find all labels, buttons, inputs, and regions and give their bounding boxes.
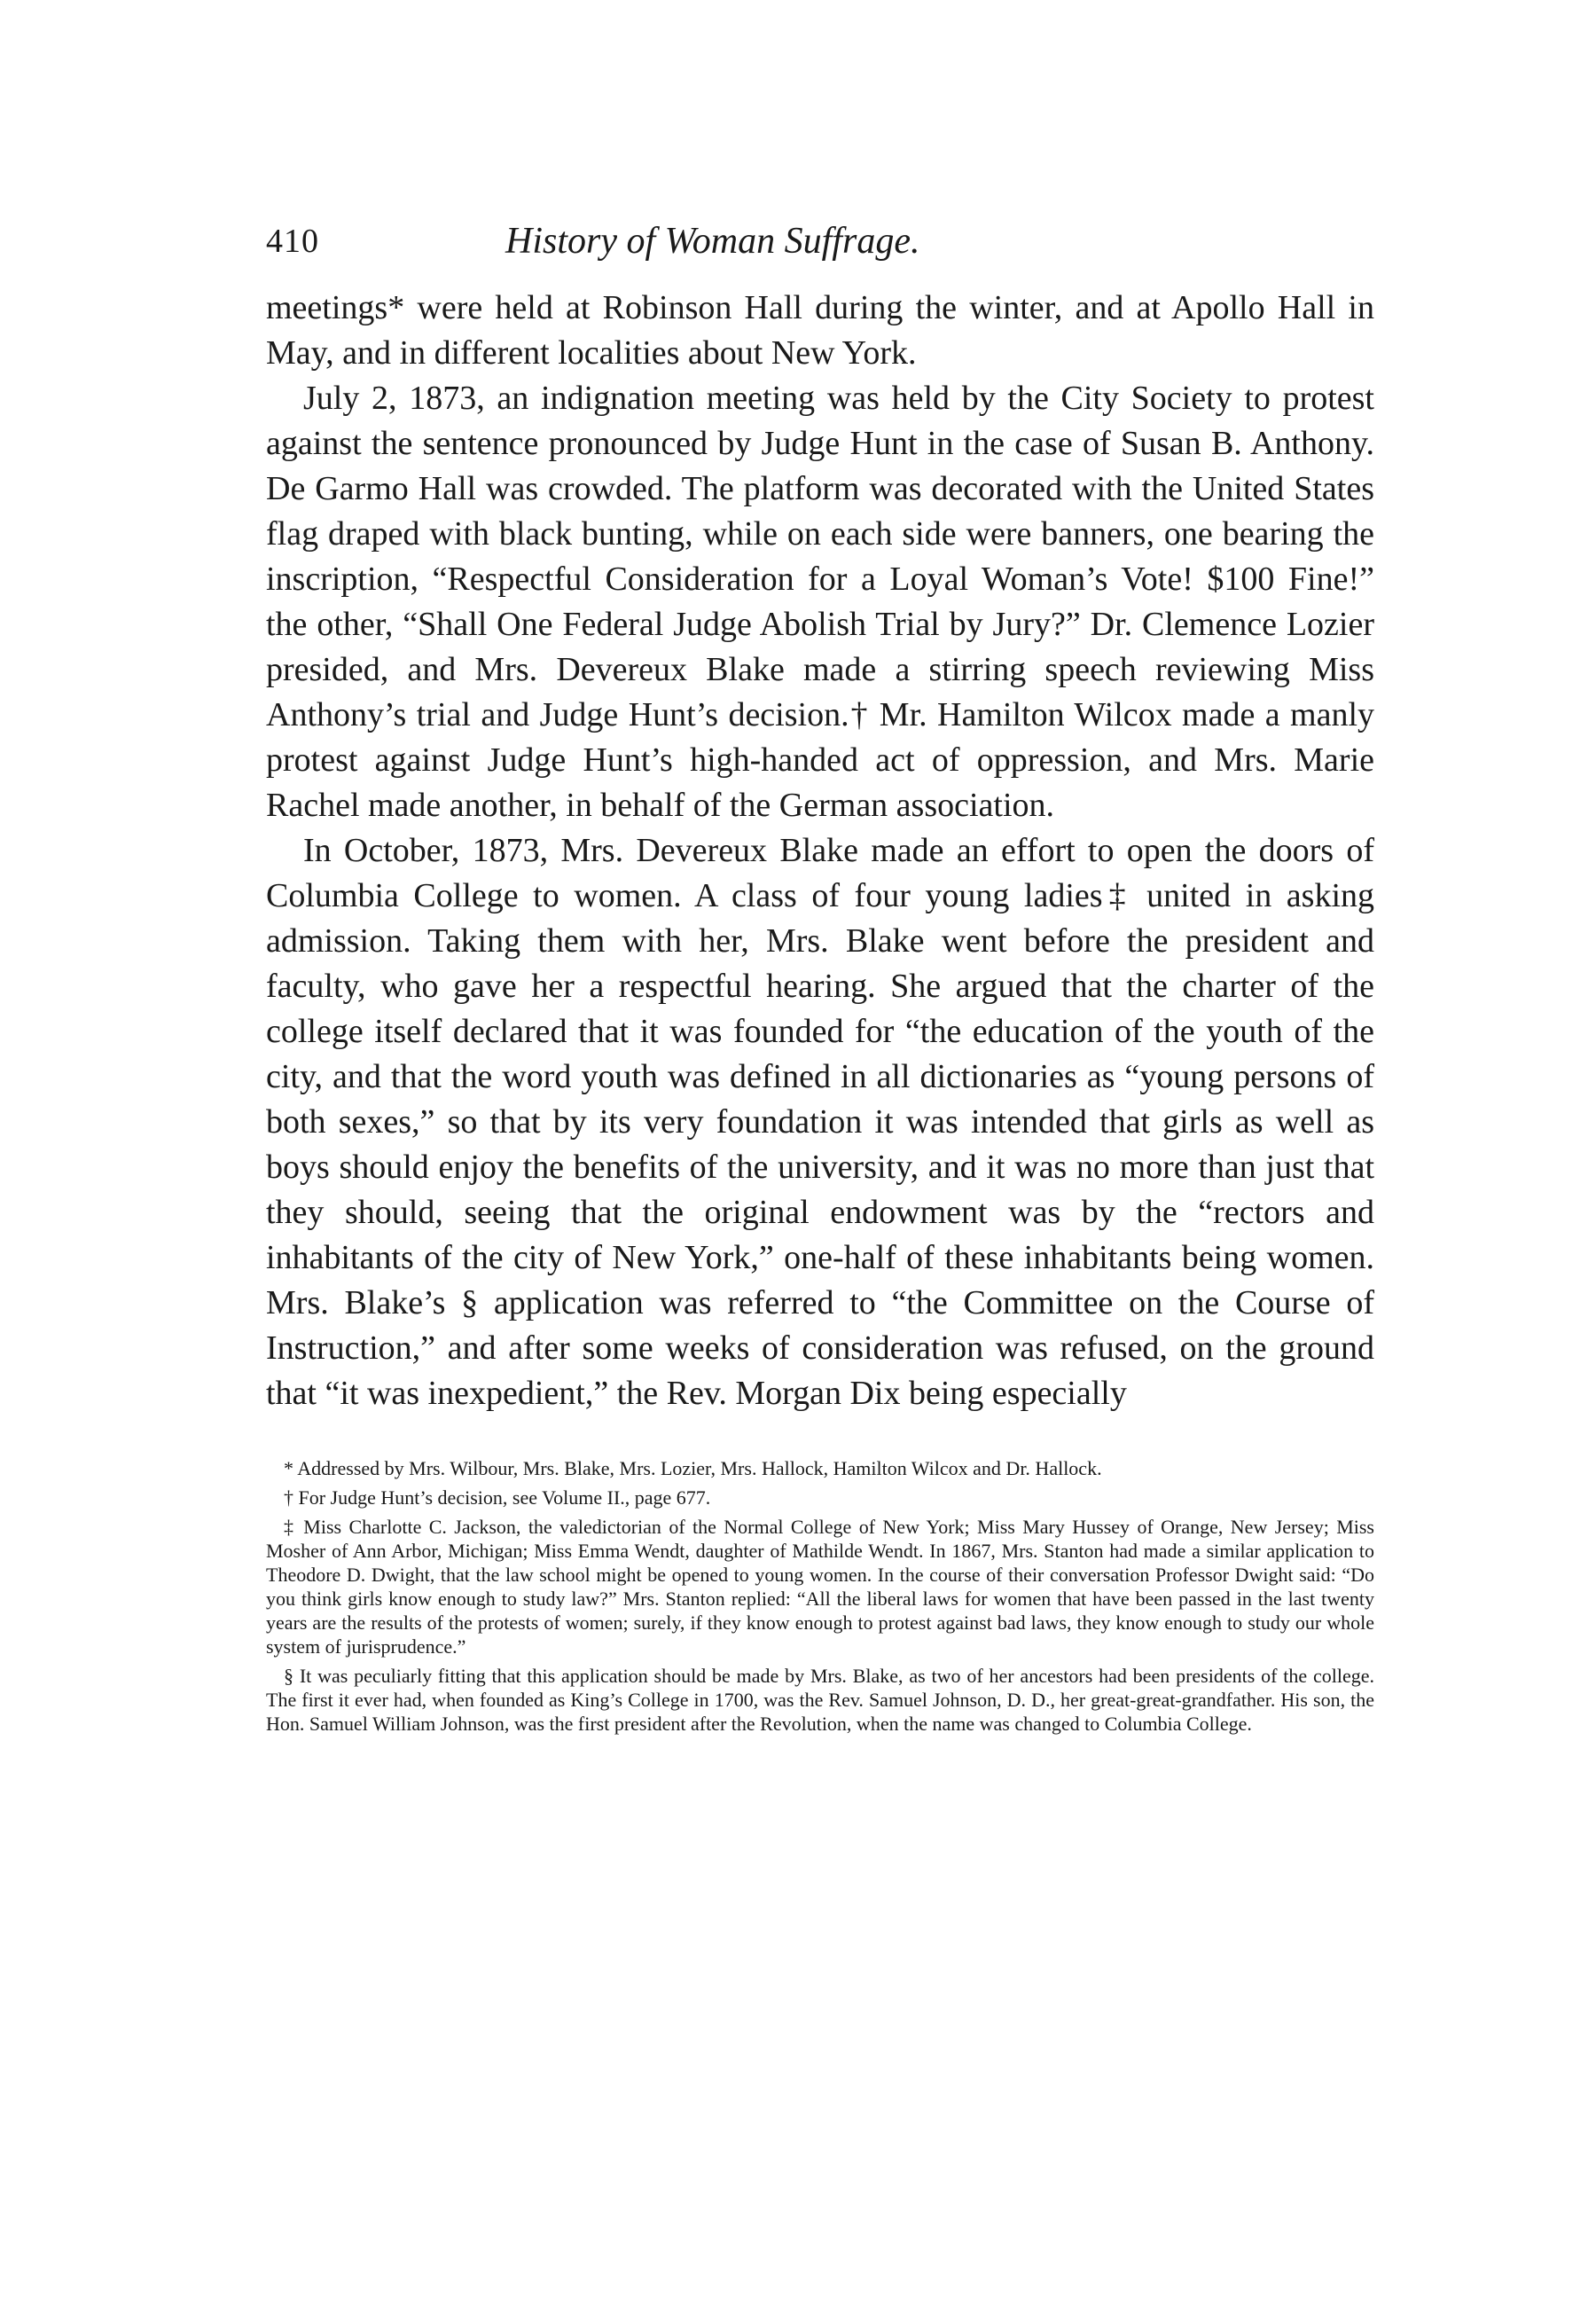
paragraph: July 2, 1873, an indignation meeting was held by the City Society to protest against the sentence pronounced by Judge Hunt in the case of Susan B. Anthony. De Garmo Hall was crowded. The platform was decorated with the United States flag draped with black bunting, while on each side were banners, one bearing the inscription, “Respectful Consideration for a Loyal Woman’s Vote! $100 Fine!” the other, “Shall One Federal Judge Abolish Trial by Jury?” Dr. Clemence Lozier presided, and Mrs. Devereux Blake made a stirring speech reviewing Miss Anthony’s trial and Judge Hunt’s decision.† Mr. Hamilton Wilcox made a manly protest against Judge Hunt’s high-handed act of oppression, and Mrs. Marie Rachel made another, in behalf of the German association. xyxy=(266,380,1374,824)
page-number: 410 xyxy=(266,223,319,260)
paragraph: meetings* were held at Robinson Hall during the winter, and at Apollo Hall in May, and in different localities about New York. xyxy=(266,289,1374,372)
running-title: History of Woman Suffrage. xyxy=(505,221,920,262)
book-page xyxy=(266,222,1374,1741)
footnote: * Addressed by Mrs. Wilbour, Mrs. Blake, Mrs. Lozier, Mrs. Hallock, Hamilton Wilcox and Dr. Hallock. xyxy=(284,1457,1102,1479)
footnote: † For Judge Hunt’s decision, see Volume II., page 677. xyxy=(284,1486,711,1509)
paragraph: In October, 1873, Mrs. Devereux Blake made an effort to open the doors of Columbia College to women. A class of four young ladies‡ united in asking admission. Taking them with her, Mrs. Blake went before the president and faculty, who gave her a respectful hearing. She argued that the charter of the college itself declared that it was founded for “the education of the youth of the city, and that the word youth was defined in all dictionaries as “young persons of both sexes,” so that by its very foundation it was intended that girls as well as boys should enjoy the benefits of the university, and it was no more than just that they should, seeing that the original endowment was by the “rectors and inhabitants of the city of New York,” one-half of these inhabitants being women. Mrs. Blake’s § application was referred to “the Committee on the Course of Instruction,” and after some weeks of consideration was refused, on the ground that “it was inexpedient,” the Rev. Morgan Dix being especially xyxy=(266,832,1374,1412)
footnote: § It was peculiarly fitting that this application should be made by Mrs. Blake, as two of her ancestors had been presidents of the college. The first it ever had, when founded as King’s College in 1700, was the Rev. Samuel Johnson, D. D., her great-great-grandfather. His son, the Hon. Samuel William Johnson, was the first president after the Revolution, when the name was changed to Columbia College. xyxy=(266,1665,1374,1735)
footnote: ‡ Miss Charlotte C. Jackson, the valedictorian of the Normal College of New York; Miss Mary Hussey of Orange, New Jersey; Miss Mosher of Ann Arbor, Michigan; Miss Emma Wendt, daughter of Mathilde Wendt. In 1867, Mrs. Stanton had made a similar application to Theodore D. Dwight, that the law school might be opened to young women. In the course of their conversation Professor Dwight said: “Do you think girls know enough to study law?” Mrs. Stanton replied: “All the liberal laws for women that have been passed in the last twenty years are the results of the protests of women; surely, if they know enough to protest against bad laws, they know enough to study our whole system of jurisprudence.” xyxy=(266,1516,1374,1658)
footnotes xyxy=(266,1456,1374,1736)
page-header xyxy=(266,222,1374,275)
body-text xyxy=(266,286,1374,1416)
